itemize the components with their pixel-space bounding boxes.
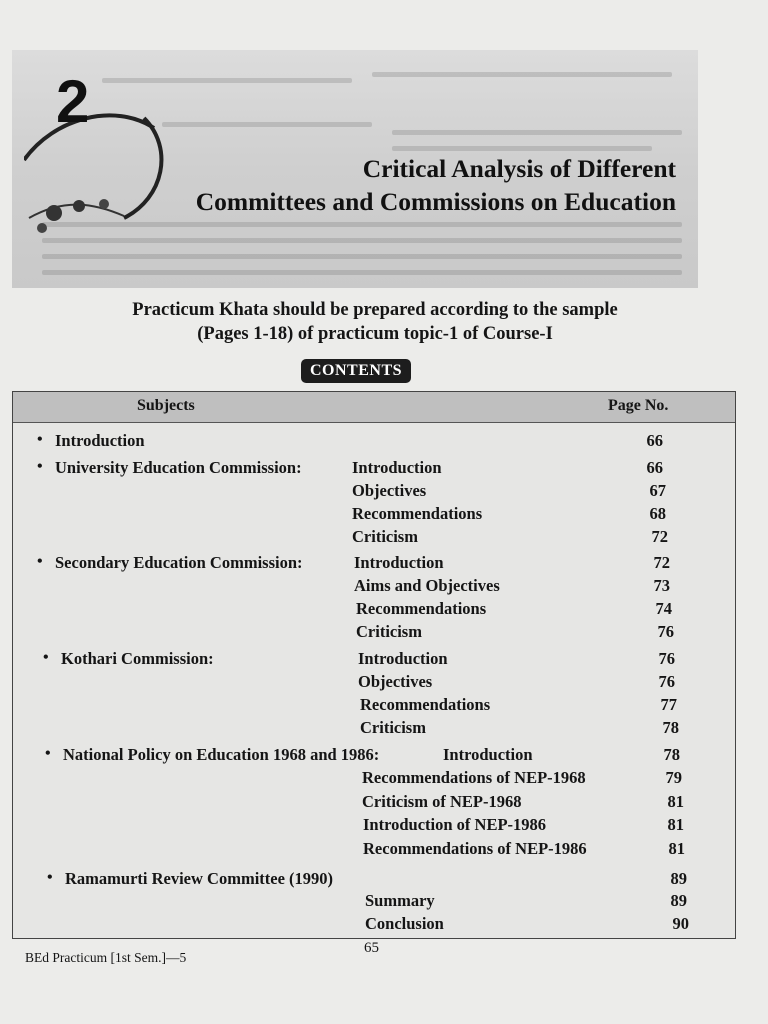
sub-item: Introduction <box>354 553 444 572</box>
page-no: 89 <box>670 869 687 888</box>
bullet-icon: • <box>37 553 43 570</box>
section-kothari-commission: Kothari Commission: <box>61 649 214 668</box>
page-no: 67 <box>649 481 666 500</box>
sub-item: Introduction <box>352 458 442 477</box>
page-no: 76 <box>658 649 675 668</box>
note-line2: (Pages 1-18) of practicum topic-1 of Course-I <box>197 324 553 344</box>
page-no: 72 <box>651 527 668 546</box>
contents-badge: CONTENTS <box>301 359 411 383</box>
page-no: 66 <box>646 431 663 450</box>
page-no: 66 <box>646 458 663 477</box>
note-line1: Practicum Khata should be prepared according to the sample <box>132 300 618 320</box>
sub-item: Recommendations of NEP-1986 <box>363 839 587 858</box>
sub-item: Recommendations <box>360 695 491 714</box>
bullet-icon: • <box>37 458 43 475</box>
sub-item: Recommendations <box>352 504 483 523</box>
section-secondary-commission: Secondary Education Commission: <box>55 553 303 572</box>
page-no: 76 <box>658 672 675 691</box>
chapter-title-line2: Committees and Commissions on Education <box>195 187 676 216</box>
page-no: 76 <box>657 622 674 641</box>
header-subjects: Subjects <box>137 397 195 414</box>
page-no: 78 <box>663 745 680 764</box>
page-no: 81 <box>668 839 685 858</box>
table-header <box>13 392 735 423</box>
chapter-title <box>56 152 676 218</box>
page-number: 65 <box>364 940 379 956</box>
sub-item: Introduction of NEP-1986 <box>363 815 547 834</box>
bullet-icon: • <box>43 649 49 666</box>
header-page-no: Page No. <box>608 397 669 414</box>
sub-item: Criticism <box>352 527 418 546</box>
page-no: 73 <box>653 576 670 595</box>
bullet-icon: • <box>47 869 53 886</box>
page-no: 81 <box>667 792 684 811</box>
page-no: 81 <box>667 815 684 834</box>
bullet-icon: • <box>37 431 43 448</box>
page-no: 68 <box>649 504 666 523</box>
section-introduction: Introduction <box>55 431 145 450</box>
practicum-note <box>40 298 710 346</box>
section-ramamurti-committee: Ramamurti Review Committee (1990) <box>65 869 334 888</box>
sub-item: Objectives <box>358 672 433 691</box>
page-footer: BEd Practicum [1st Sem.]—5 <box>25 950 187 965</box>
sub-item: Objectives <box>352 481 427 500</box>
sub-item: Introduction <box>443 745 533 764</box>
page-no: 72 <box>653 553 670 572</box>
page-no: 89 <box>670 891 687 910</box>
sub-item: Criticism <box>356 622 422 641</box>
section-national-policy: National Policy on Education 1968 and 1986: <box>63 745 380 764</box>
chapter-number: 2 <box>56 68 90 135</box>
bullet-icon: • <box>45 745 51 762</box>
sub-item: Conclusion <box>365 914 444 933</box>
contents-table <box>12 391 736 939</box>
sub-item: Recommendations of NEP-1968 <box>362 768 586 787</box>
sub-item: Recommendations <box>356 599 487 618</box>
page-no: 78 <box>662 718 679 737</box>
chapter-title-line1: Critical Analysis of Different <box>362 154 676 183</box>
section-university-commission: University Education Commission: <box>55 458 302 477</box>
page-no: 74 <box>655 599 672 618</box>
page-no: 77 <box>660 695 677 714</box>
sub-item: Aims and Objectives <box>354 576 500 595</box>
sub-item: Summary <box>365 891 435 910</box>
page-no: 90 <box>672 914 689 933</box>
sub-item: Criticism of NEP-1968 <box>362 792 522 811</box>
sub-item: Criticism <box>360 718 426 737</box>
page-no: 79 <box>665 768 682 787</box>
sub-item: Introduction <box>358 649 448 668</box>
